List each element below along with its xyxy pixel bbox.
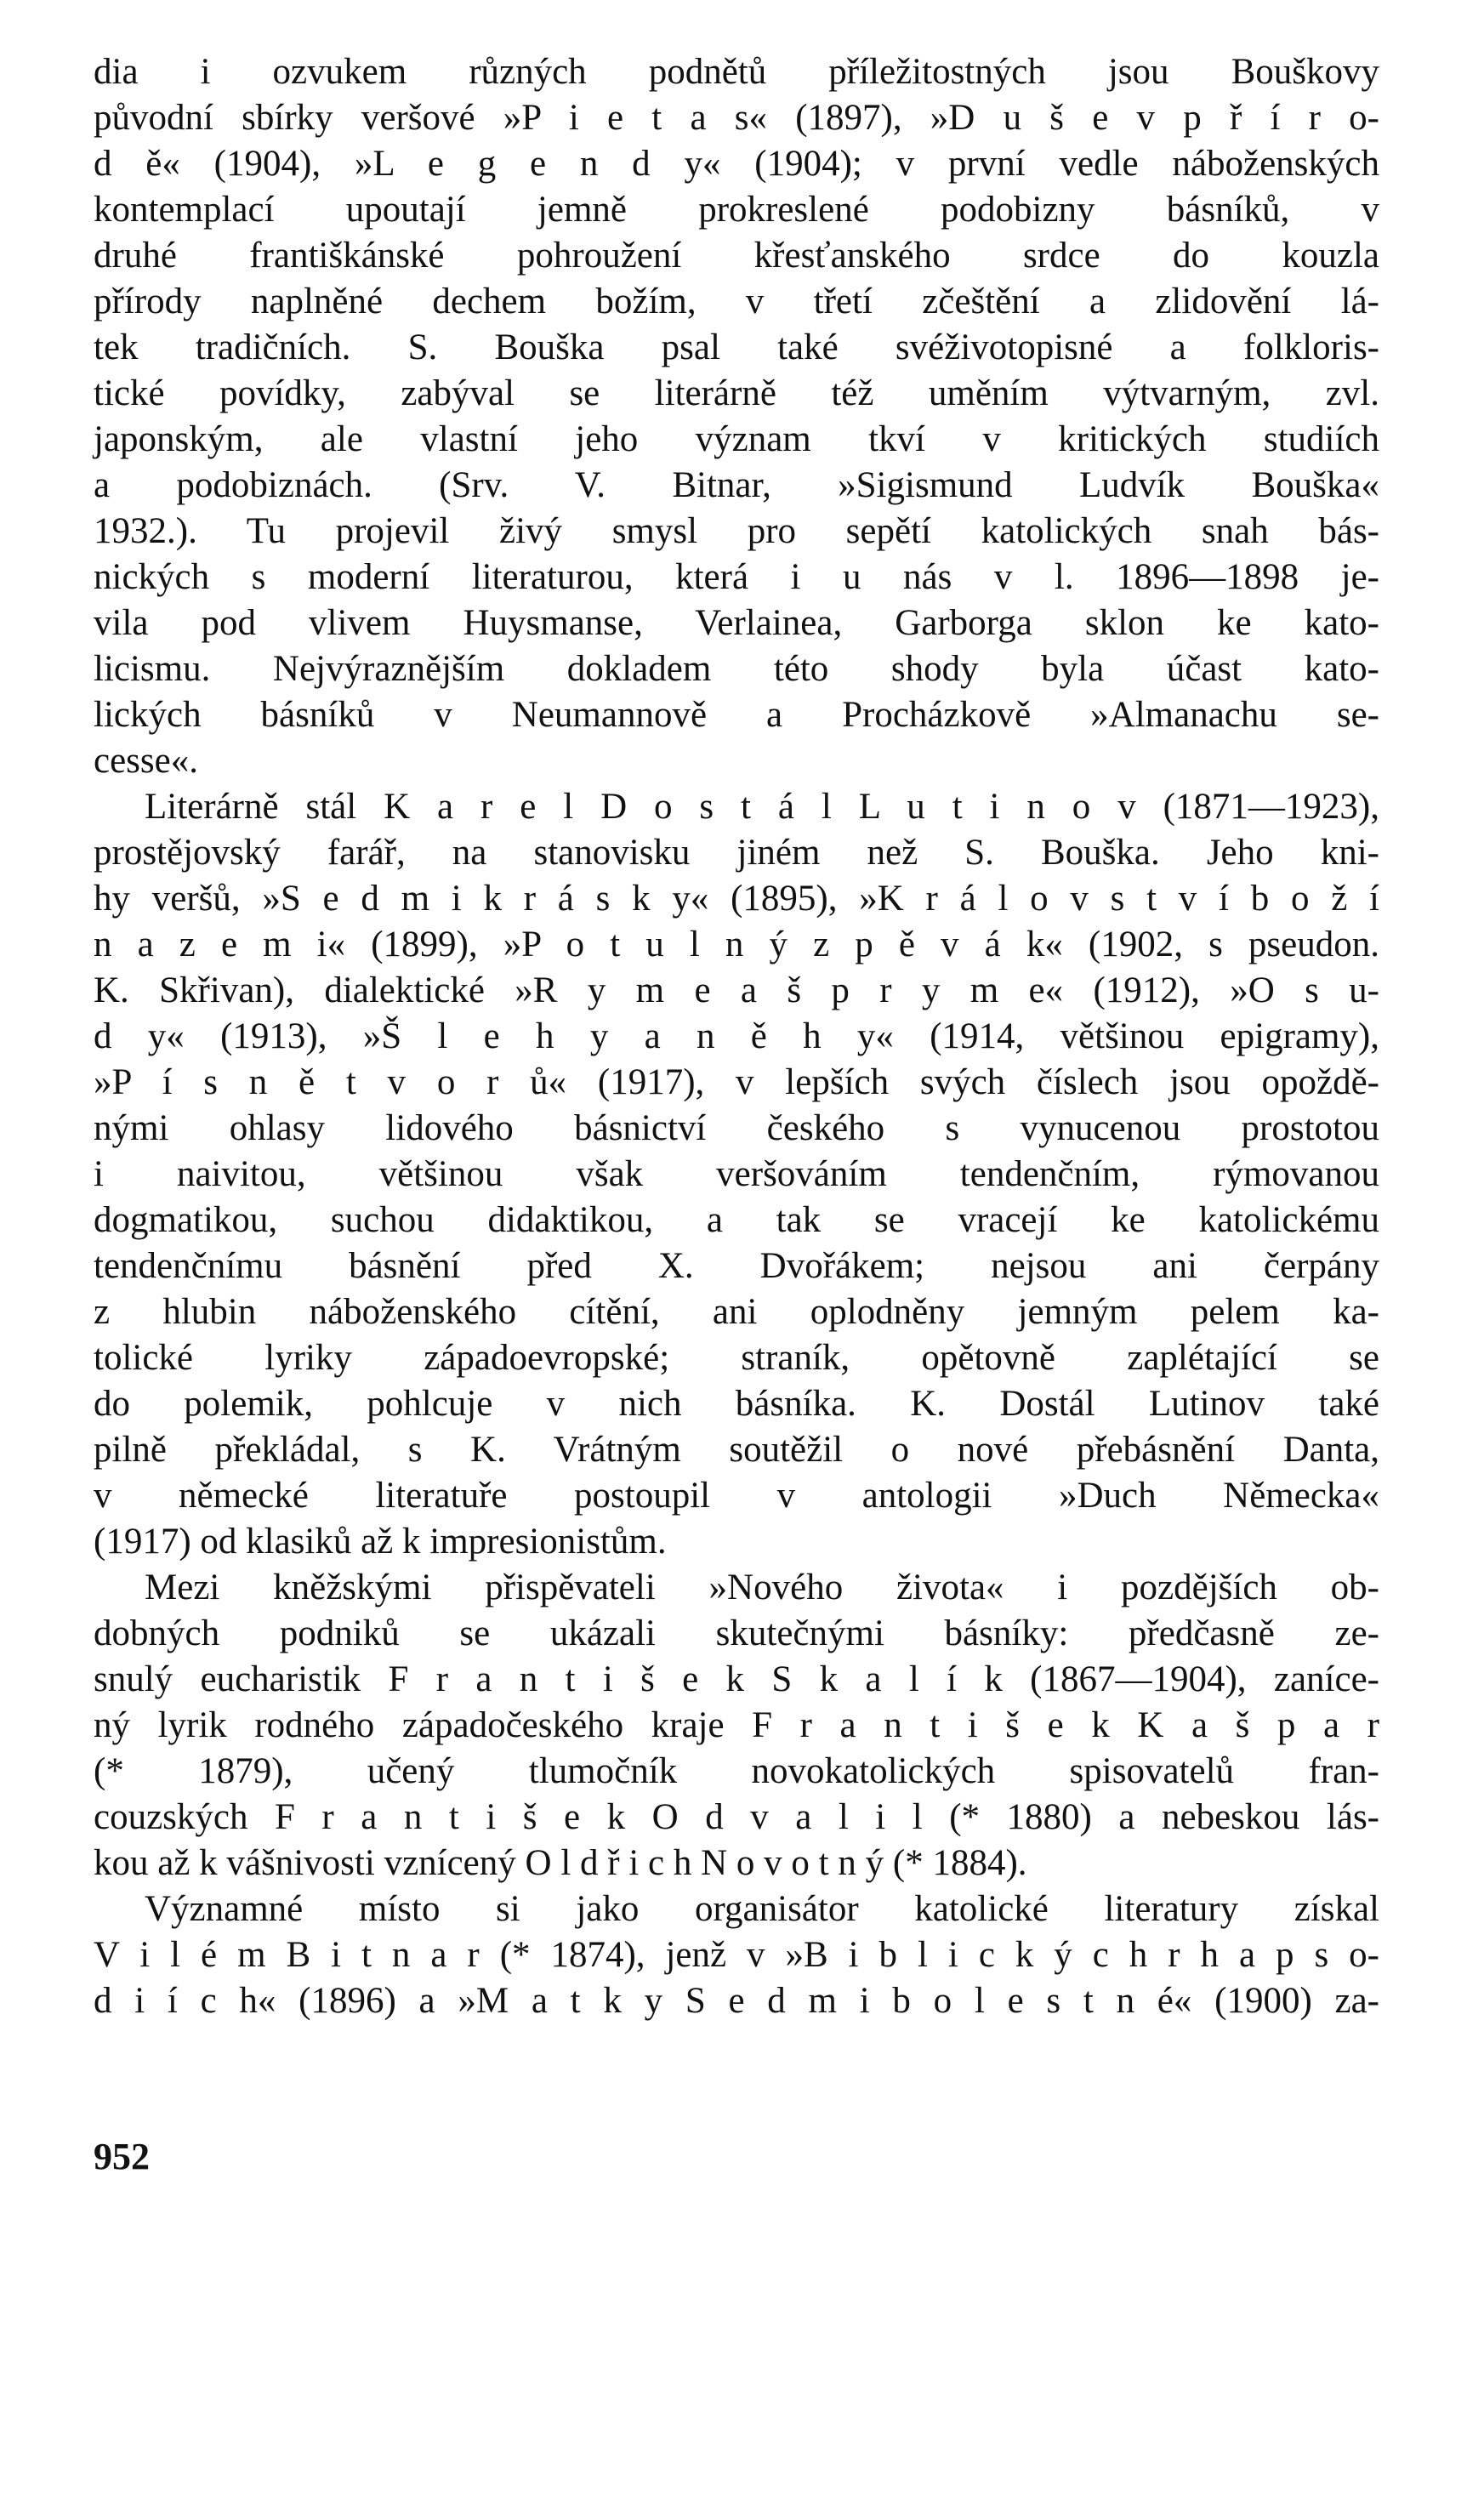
text-line: Literárně stál K a r e l D o s t á l L u t i n o v (1871—1923), (145, 787, 1379, 827)
text-line: Mezi kněžskými přispěvateli »Nového života« i pozdějších ob- (145, 1568, 1379, 1607)
text-line: do polemik, pohlcuje v nich básníka. K. Dostál Lutinov také (94, 1384, 1379, 1424)
text-line: a podobiznách. (Srv. V. Bitnar, »Sigismund Ludvík Bouška« (94, 465, 1379, 505)
text-line: (* 1879), učený tlumočník novokatolických spisovatelů fran- (94, 1751, 1379, 1791)
text-line: licismu. Nejvýraznějším dokladem této shody byla účast kato- (94, 649, 1379, 689)
text-line: 1932.). Tu projevil živý smysl pro sepětí katolických snah bás- (94, 511, 1379, 551)
text-line: kontemplací upoutají jemně prokreslené podobizny básníků, v (94, 190, 1379, 230)
text-line: kou až k vášnivosti vznícený O l d ř i c h N o v o t n ý (* 1884). (94, 1843, 1027, 1883)
text-line: V i l é m B i t n a r (* 1874), jenž v »B i b l i c k ý c h r h a p s o- (94, 1935, 1379, 1975)
text-line: původní sbírky veršové »P i e t a s« (1897), »D u š e v p ř í r o- (94, 98, 1379, 138)
text-line: japonským, ale vlastní jeho význam tkví v kritických studiích (94, 419, 1379, 459)
text-line: tolické lyriky západoevropské; straník, opětovně zaplétající se (94, 1338, 1379, 1378)
text-line: tické povídky, zabýval se literárně též uměním výtvarným, zvl. (94, 373, 1379, 413)
text-line: dogmatikou, suchou didaktikou, a tak se vracejí ke katolickému (94, 1200, 1379, 1240)
text-line: »P í s n ě t v o r ů« (1917), v lepších svých číslech jsou opoždě- (94, 1062, 1379, 1102)
text-line: snulý eucharistik F r a n t i š e k S k a l í k (1867—1904), zaníce- (94, 1659, 1379, 1699)
text-line: lických básníků v Neumannově a Procházkově »Almanachu se- (94, 695, 1379, 735)
text-line: n a z e m i« (1899), »P o t u l n ý z p ě v á k« (1902, s pseudon. (94, 925, 1379, 964)
text-line: d i í c h« (1896) a »M a t k y S e d m i b o l e s t n é« (1900) za- (94, 1981, 1379, 2021)
text-line: d ě« (1904), »L e g e n d y« (1904); v první vedle náboženských (94, 144, 1379, 184)
text-line: Významné místo si jako organisátor katolické literatury získal (145, 1889, 1379, 1929)
text-line: cesse«. (94, 741, 198, 781)
text-line: vila pod vlivem Huysmanse, Verlainea, Garborga sklon ke kato- (94, 603, 1379, 643)
page-number: 952 (94, 2136, 150, 2177)
text-line: z hlubin náboženského cítění, ani oplodněny jemným pelem ka- (94, 1292, 1379, 1332)
text-line: K. Skřivan), dialektické »R y m e a š p r y m e« (1912), »O s u- (94, 970, 1379, 1010)
text-line: hy veršů, »S e d m i k r á s k y« (1895), »K r á l o v s t v í b o ž í (94, 879, 1379, 919)
text-line: i naivitou, většinou však veršováním tendenčním, rýmovanou (94, 1154, 1379, 1194)
text-line: pilně překládal, s K. Vrátným soutěžil o nové přebásnění Danta, (94, 1430, 1379, 1470)
text-line: ný lyrik rodného západočeského kraje F r a n t i š e k K a š p a r (94, 1705, 1379, 1745)
text-line: přírody naplněné dechem božím, v třetí zčeštění a zlidovění lá- (94, 282, 1379, 321)
text-block (94, 49, 1379, 2024)
text-line: v německé literatuře postoupil v antologii »Duch Německa« (94, 1476, 1379, 1516)
text-line: dobných podniků se ukázali skutečnými básníky: předčasně ze- (94, 1613, 1379, 1653)
text-line: druhé františkánské pohroužení křesťanského srdce do kouzla (94, 236, 1379, 276)
text-line: tek tradičních. S. Bouška psal také svéživotopisné a folkloris- (94, 327, 1379, 367)
text-line: prostějovský farář, na stanovisku jiném než S. Bouška. Jeho kni- (94, 833, 1379, 873)
text-line: d y« (1913), »Š l e h y a n ě h y« (1914, většinou epigramy), (94, 1016, 1379, 1056)
text-line: nických s moderní literaturou, která i u nás v l. 1896—1898 je- (94, 557, 1379, 597)
text-line: tendenčnímu básnění před X. Dvořákem; nejsou ani čerpány (94, 1246, 1379, 1286)
text-line: dia i ozvukem různých podnětů příležitostných jsou Bouškovy (94, 52, 1379, 92)
text-line: (1917) od klasiků až k impresionistům. (94, 1522, 667, 1562)
text-line: couzských F r a n t i š e k O d v a l i l (* 1880) a nebeskou lás- (94, 1797, 1379, 1837)
text-line: nými ohlasy lidového básnictví českého s vynucenou prostotou (94, 1108, 1379, 1148)
